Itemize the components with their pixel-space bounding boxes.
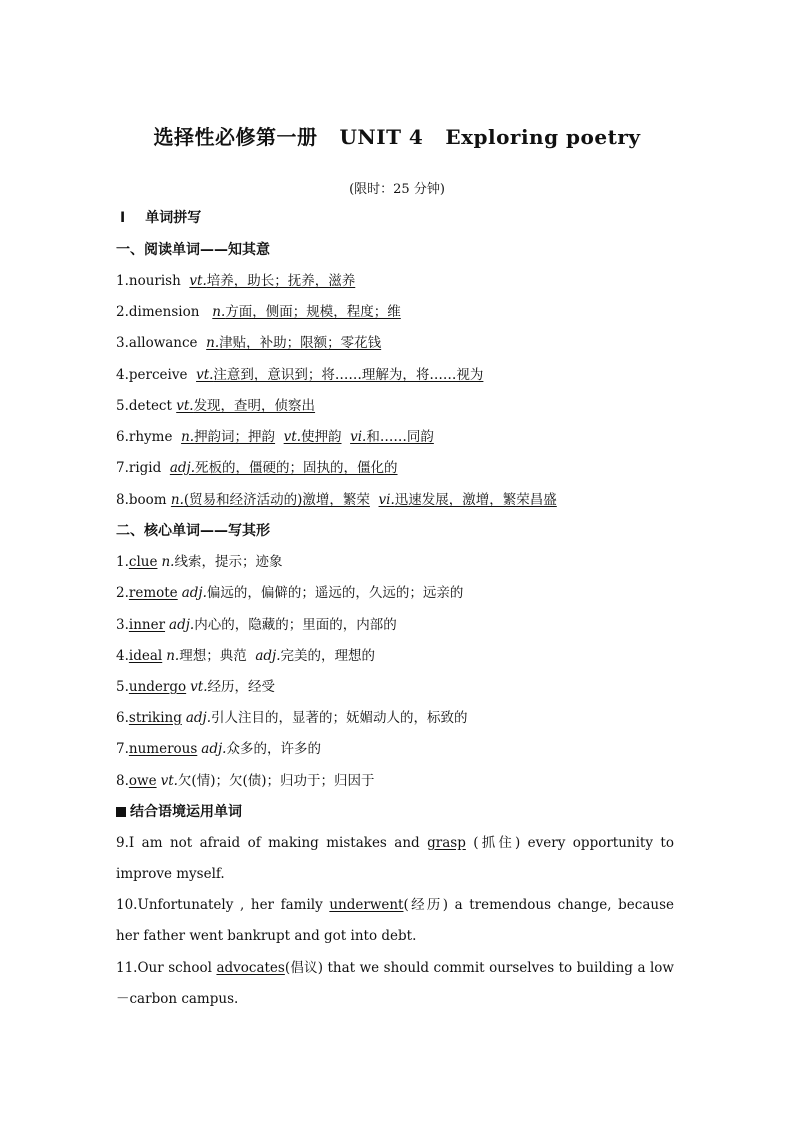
- list-item: 4.ideal n.理想；典范 adj.完美的，理想的: [116, 648, 375, 664]
- list-item: 5.detect vt.发现，查明，侦察出: [116, 398, 316, 414]
- list-item: 8.owe vt.欠(情)；欠(债)；归功于；归因于: [116, 773, 375, 789]
- answer-blank: ideal: [128, 648, 163, 664]
- list-item: 3.inner adj.内心的，隐藏的；里面的，内部的: [116, 617, 397, 633]
- list-item: 1.nourish vt.培养，助长；抚养，滋养: [116, 273, 356, 289]
- title-unit: UNIT 4: [339, 125, 424, 149]
- answer-blank: inner: [128, 617, 166, 633]
- section-number: Ⅰ: [120, 210, 126, 226]
- sentence-item: 9.I am not afraid of making mistakes and grasp (抓住) every opportunity to improve myself.: [116, 835, 674, 882]
- title-book: 选择性必修第一册: [153, 125, 318, 149]
- answer-blank: advocates: [216, 960, 285, 976]
- page-title: [0, 121, 794, 150]
- title-topic: Exploring poetry: [445, 125, 641, 149]
- context-heading: 结合语境运用单词: [116, 802, 242, 822]
- list-item: 2.remote adj.偏远的，偏僻的；遥远的，久远的；远亲的: [116, 585, 464, 601]
- answer-blank: numerous: [128, 741, 198, 757]
- list-item: 5.undergo vt.经历，经受: [116, 679, 275, 695]
- answer-blank: grasp: [427, 835, 466, 851]
- list-item: 8.boom n.(贸易和经济活动的)激增，繁荣 vi.迅速发展，激增，繁荣昌盛: [116, 492, 557, 508]
- answer-blank: undergo: [128, 679, 187, 695]
- answer-blank: striking: [128, 710, 182, 726]
- section-label: 单词拼写: [145, 210, 202, 226]
- part2-heading: 二、核心单词——写其形: [116, 523, 270, 539]
- square-bullet-icon: [116, 807, 126, 817]
- sentence-item: 11.Our school advocates(倡议) that we should commit ourselves to building a low－carbon campus.: [116, 960, 674, 1007]
- list-item: 4.perceive vt.注意到，意识到；将……理解为，将……视为: [116, 367, 484, 383]
- list-item: 7.numerous adj.众多的，许多的: [116, 741, 321, 757]
- list-item: 1.clue n.线索，提示；迹象: [116, 554, 283, 570]
- list-item: 7.rigid adj.死板的，僵硬的；固执的，僵化的: [116, 460, 398, 476]
- answer-blank: owe: [128, 773, 157, 789]
- answer-blank: remote: [128, 585, 178, 601]
- sentence-item: 10.Unfortunately , her family underwent(经历) a tremendous change, because her father went bankrupt and got into debt.: [116, 897, 674, 944]
- time-limit: (限时：25 分钟): [349, 182, 445, 197]
- list-item: 2.dimension n.方面，侧面；规模，程度；维: [116, 304, 401, 320]
- answer-blank: clue: [128, 554, 158, 570]
- answer-blank: underwent: [329, 897, 404, 913]
- section-heading: [120, 208, 201, 228]
- list-item: 6.striking adj.引人注目的，显著的；妩媚动人的，标致的: [116, 710, 468, 726]
- list-item: 3.allowance n.津贴，补助；限额；零花钱: [116, 335, 382, 351]
- part1-heading: 一、阅读单词——知其意: [116, 242, 270, 258]
- list-item: 6.rhyme n.押韵词；押韵 vt.使押韵 vi.和……同韵: [116, 429, 434, 445]
